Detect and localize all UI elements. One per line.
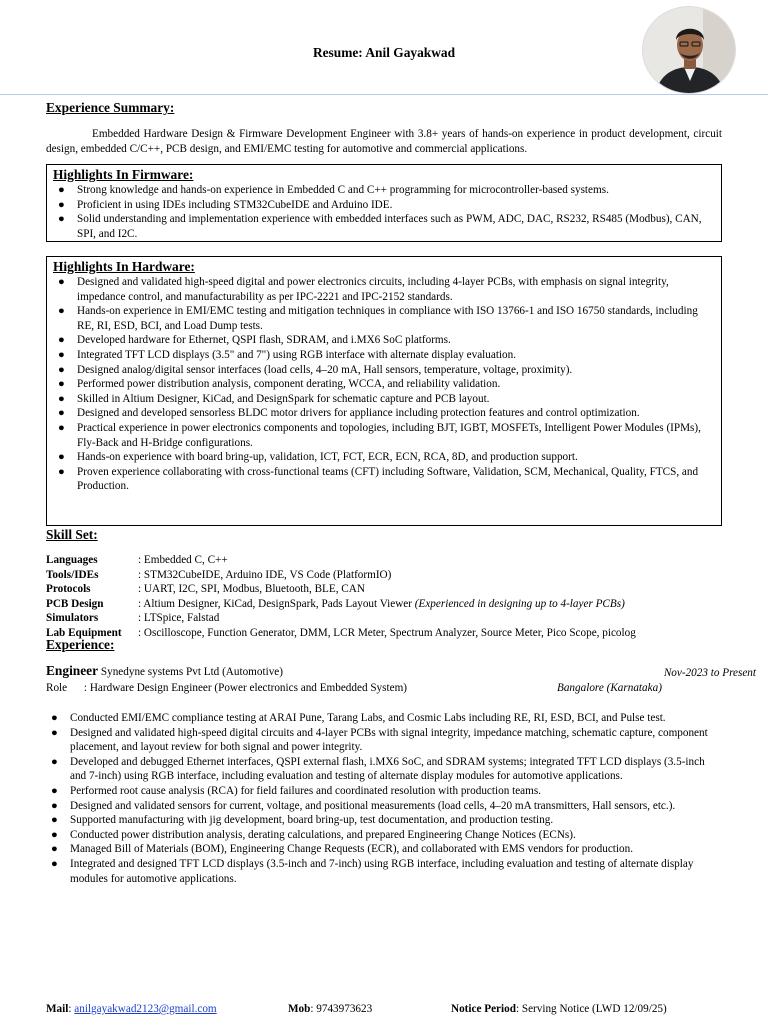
hardware-highlights-list: [53, 275, 713, 494]
experience-summary-heading: Experience Summary:: [46, 100, 175, 115]
list-item: ● Designed and validated high-speed digital circuits and 4-layer PCBs with signal integrity, impedance matching, schematic capture, component placement, and layout review for both signal and power integrity.: [51, 726, 708, 754]
job-location: Bangalore (Karnataka): [557, 682, 662, 694]
list-item: ● Hands-on experience with board bring-up, validation, ICT, FCT, ECR, ECN, RCA, 8D, and production support.: [58, 451, 578, 464]
portrait-image: [643, 7, 736, 94]
list-item: ● Designed analog/digital sensor interfaces (load cells, 4–20 mA, Hall sensors, temperature, voltage, proximity).: [58, 363, 573, 376]
skill-row: Simulators : LTSpice, Falstad: [46, 612, 220, 625]
notice-value: : Serving Notice (LWD 12/09/25): [515, 1003, 667, 1015]
contact-footer: Mail: anilgayakwad2123@gmail.com Mob: 9743973623 Notice Period: Serving Notice (LWD 12/09/25): [46, 1003, 667, 1015]
list-item: ● Practical experience in power electronics components and topologies, including BJT, IGBT, MOSFETs, Intelligent Power Modules (IPMs), Fly-Back and H-Bridge configurations.: [58, 421, 701, 449]
skill-set-heading: Skill Set:: [46, 527, 98, 542]
list-item: ● Designed and developed sensorless BLDC motor drivers for appliance including protection features and control optimization.: [58, 407, 640, 420]
list-item: ● Integrated TFT LCD displays (3.5" and 7") using RGB interface with alternate display evaluation.: [58, 348, 517, 361]
job-title: Engineer: [46, 663, 99, 678]
firmware-highlights-heading: Highlights In Firmware:: [53, 167, 194, 182]
list-item: ● Proficient in using IDEs including STM32CubeIDE and Arduino IDE.: [58, 198, 393, 211]
summary-paragraph: Embedded Hardware Design & Firmware Development Engineer with 3.8+ years of hands-on experience in product development, circuit design, embedded C/C++, PCB design, and EMI/EMC testing for automotive and commercial applications.: [46, 128, 722, 155]
list-item: ● Integrated and designed TFT LCD displays (3.5-inch and 7-inch) using RGB interface, including evaluation and testing of alternate display modules for automotive applications.: [51, 857, 694, 885]
skill-row: Tools/IDEs : STM32CubeIDE, Arduino IDE, VS Code (PlatformIO): [46, 568, 392, 581]
list-item: ● Skilled in Altium Designer, KiCad, and DesignSpark for schematic capture and PCB layout.: [58, 392, 490, 405]
skill-row: Languages : Embedded C, C++: [46, 554, 228, 566]
experience-heading: Experience:: [46, 637, 115, 652]
list-item: ● Hands-on experience in EMI/EMC testing and mitigation techniques in compliance with ISO 13766-1 and ISO 16750 standards, including RE, RI, ESD, BCI, and Load Dump tests.: [58, 305, 698, 332]
mob-value: : 9743973623: [310, 1003, 373, 1015]
notice-info: [451, 1002, 667, 1017]
company-name: Synedyne systems Pvt Ltd (Automotive): [98, 666, 283, 678]
list-item: ● Performed power distribution analysis, component derating, WCCA, and reliability validation.: [58, 378, 501, 391]
page-title: Resume: Anil Gayakwad: [312, 45, 456, 60]
list-item: ● Performed root cause analysis (RCA) for field failures and coordinated resolution with production teams.: [51, 784, 541, 797]
mob-label: Mob: [288, 1003, 311, 1015]
job-role-row: [46, 681, 722, 696]
experience-list: [46, 711, 708, 886]
list-item: ● Managed Bill of Materials (BOM), Engineering Change Requests (ECR), and collaborated with EMS vendors for production.: [51, 843, 633, 856]
list-item: ● Developed and debugged Ethernet interfaces, QSPI external flash, i.MX6 SoC, and SDRAM systems; integrated TFT LCD displays (3.5-inch and 7-inch) using RGB interface, including evaluation and testing of alternate display modules for automotive applications.: [51, 755, 705, 783]
notice-label: Notice Period: [451, 1003, 516, 1015]
list-item: ● Designed and validated high-speed digital and power electronics circuits, including 4-layer PCBs, with emphasis on signal integrity, impedance control, and manufacturability as per IPC-2221 and IPC-2152 standards.: [58, 276, 669, 303]
list-item: ● Strong knowledge and hands-on experience in Embedded C and C++ programming for microcontroller-based systems.: [58, 184, 609, 196]
list-item: ● Proven experience collaborating with cross-functional teams (CFT) including Software, Validation, SCM, Mechanical, Quality, FTCS, and Production.: [58, 465, 699, 493]
list-item: ● Designed and validated sensors for current, voltage, and positional measurements (load cells, 4–20 mA transmitters, Hall sensors, etc.).: [51, 799, 676, 812]
role-value: : Hardware Design Engineer (Power electronics and Embedded System): [67, 682, 408, 694]
mail-label: Mail: [46, 1003, 69, 1015]
hardware-highlights-box: [46, 256, 722, 526]
skill-row: PCB Design : Altium Designer, KiCad, DesignSpark, Pads Layout Viewer (Experienced in designing up to 4-layer PCBs): [46, 597, 625, 610]
list-item: ● Solid understanding and implementation experience with embedded interfaces such as PWM, ADC, DAC, RS232, RS485 (Modbus), CAN, SPI, and I2C.: [58, 213, 702, 240]
list-item: ● Supported manufacturing with jig development, board bring-up, test documentation, and production testing.: [51, 814, 554, 827]
job-entry: [46, 663, 756, 696]
email-link[interactable]: anilgayakwad2123@gmail.com: [74, 1003, 217, 1015]
skill-row: Protocols : UART, I2C, SPI, Modbus, Bluetooth, BLE, CAN: [46, 583, 365, 596]
header-divider: [0, 94, 768, 95]
firmware-highlights-box: [46, 164, 722, 242]
mobile-info: [288, 1002, 372, 1017]
firmware-highlights-list: [53, 183, 713, 241]
list-item: ● Conducted EMI/EMC compliance testing at ARAI Pune, Tarang Labs, and Cosmic Labs including RE, RI, ESD, BCI, and Pulse test.: [51, 712, 666, 724]
role-label: Role: [46, 682, 68, 694]
profile-photo: [642, 6, 736, 94]
job-dates: Nov-2023 to Present: [663, 667, 756, 679]
pcb-note: (Experienced in designing up to 4-layer PCBs): [414, 597, 625, 610]
experience-summary-text: [46, 127, 722, 156]
list-item: ● Developed hardware for Ethernet, QSPI flash, SDRAM, and i.MX6 SoC platforms.: [58, 334, 451, 347]
job-title-row: [46, 663, 756, 679]
skill-set-table: [46, 553, 736, 641]
hardware-highlights-heading: Highlights In Hardware:: [53, 259, 195, 274]
list-item: ● Conducted power distribution analysis, derating calculations, and prepared Engineering Change Notices (ECNs).: [51, 828, 576, 841]
skill-row: Lab Equipment : Oscilloscope, Function Generator, DMM, LCR Meter, Spectrum Analyzer, Source Meter, Pico Scope, picolog: [46, 626, 636, 639]
